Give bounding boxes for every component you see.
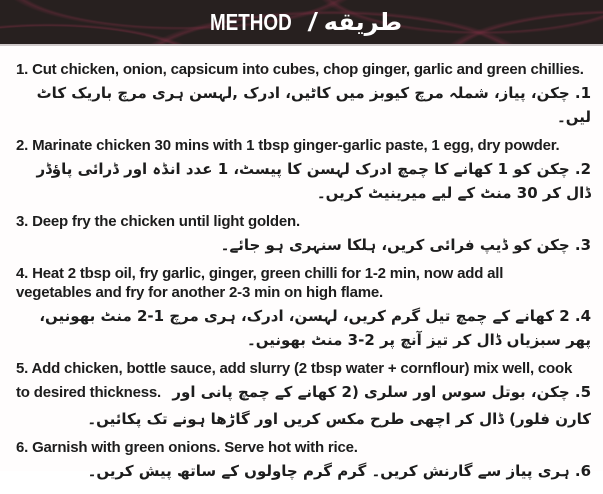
method-header-band	[0, 0, 603, 46]
method-step-4	[12, 264, 595, 352]
step-4-urdu: 4. 2 کھانے کے چمچ تیل گرم کریں، لہسن، ادرک، ہری مرچ 1-2 منٹ بھونیں، پھر سبزیاں ڈال کر تیز آنچ پر 2-3 منٹ بھونیں۔	[39, 307, 591, 349]
step-5-english-line1: 5. Add chicken, bottle sauce, add slurry (2 tbsp water + cornflour) mix well, cook	[16, 360, 573, 377]
method-step-5	[12, 359, 595, 431]
step-4-english: 4. Heat 2 tbsp oil, fry garlic, ginger, green chilli for 1-2 min, now add all vegetables and fry for another 2-3 min on high flame.	[16, 265, 504, 301]
step-1-english: 1. Cut chicken, onion, capsicum into cubes, chop ginger, garlic and green chillies.	[16, 61, 584, 78]
step-5-urdu-line2: کارن فلور) ڈال کر اچھی طرح مکس کریں اور گاڑھا ہونے تک پکائیں۔	[87, 410, 591, 428]
step-2-urdu: 2. چکن کو 1 کھانے کا چمچ ادرک لہسن کا پیسٹ، 1 عدد انڈہ اور ڈرائی پاؤڈر ڈال کر 30 منٹ کے لیے میرینیٹ کریں۔	[36, 160, 591, 202]
method-step-3	[12, 212, 595, 257]
step-3-english: 3. Deep fry the chicken until light golden.	[16, 213, 300, 230]
step-6-urdu: 6. ہری پیاز سے گارنش کریں۔ گرم گرم چاولوں کے ساتھ پیش کریں۔	[87, 462, 591, 480]
method-step-1	[12, 60, 595, 129]
method-title-english: METHOD	[209, 8, 292, 35]
step-5-english-line2: to desired thickness.	[16, 384, 162, 401]
method-title-urdu: طريقه	[323, 8, 403, 36]
step-2-english: 2. Marinate chicken 30 mins with 1 tbsp ginger-garlic paste, 1 egg, dry powder.	[16, 137, 560, 154]
method-step-6	[12, 438, 595, 483]
step-3-urdu: 3. چکن کو ڈیپ فرائی کریں، ہلکا سنہری ہو جائے۔	[220, 236, 591, 254]
method-steps-list	[0, 46, 603, 494]
method-title	[201, 7, 402, 38]
method-title-separator: /	[308, 6, 316, 37]
step-5-urdu-line1: 5. چکن، بوتل سوس اور سلری (2 کھانے کے چمچ پانی اور	[172, 383, 591, 401]
step-6-english: 6. Garnish with green onions. Serve hot with rice.	[16, 439, 358, 456]
step-1-urdu: 1. چکن، پیاز، شملہ مرچ کیوبز میں کاٹیں، ادرک ,لہسن ہری مرچ باریک کاٹ لیں۔	[36, 84, 591, 126]
method-step-2	[12, 136, 595, 205]
step-5-mixed-line	[12, 380, 595, 405]
